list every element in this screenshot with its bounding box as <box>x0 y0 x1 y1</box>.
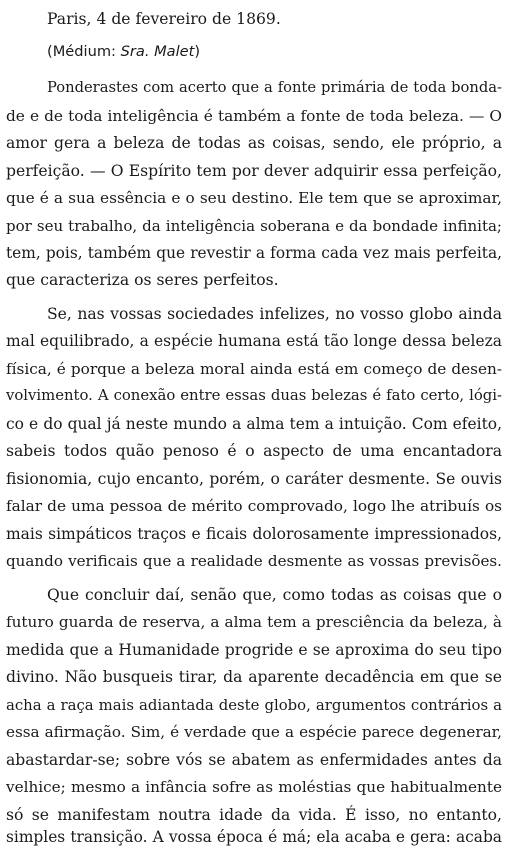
paragraph-line: futuro guarda de reserva, a alma tem a presciência da beleza, à <box>6 613 502 631</box>
paragraph-line: por seu trabalho, da inteligência soberana e da bondade infinita; <box>6 217 502 235</box>
paragraph-line: perfeição. — O Espírito tem por dever adquirir essa perfeição, <box>6 162 502 180</box>
medium-name: Sra. Malet <box>120 43 195 60</box>
medium-suffix: ) <box>194 43 201 60</box>
paragraph-line: Ponderastes com acerto que a fonte primária de toda bonda- <box>47 79 502 96</box>
medium-attribution <box>47 37 200 67</box>
paragraph-line: abastardar-se; sobre vós se abatem as enfermidades antes da <box>6 751 502 769</box>
paragraph-line: amor gera a beleza de todas as coisas, sendo, ele próprio, a <box>6 134 502 152</box>
paragraph-line: simples transição. A vossa época é má; ela acaba e gera: acaba <box>6 828 502 846</box>
paragraph-line: que é a sua essência e o seu destino. Ele tem que se aproximar, <box>6 189 502 207</box>
paragraph-line: de e de toda inteligência é também a fonte de toda beleza. — O <box>6 107 502 125</box>
paragraph-line: essa afirmação. Sim, é verdade que a espécie parece degenerar, <box>6 723 502 741</box>
paragraph-line: volvimento. A conexão entre essas duas belezas é fato certo, lógi- <box>6 387 502 404</box>
medium-prefix: (Médium: <box>47 43 121 60</box>
paragraph-line: Se, nas vossas sociedades infelizes, no vosso globo ainda <box>47 305 502 323</box>
paragraph-line: física, é porque a beleza moral ainda está em começo de desen- <box>6 360 502 378</box>
paragraph-line: falar de uma pessoa de mérito comprovado, logo lhe atribuís os <box>6 497 502 515</box>
paragraph-line: fisionomia, cujo encanto, porém, o caráter desmente. Se ouvis <box>6 470 502 488</box>
paragraph-line: medida que a Humanidade progride e se aproxima do seu tipo <box>6 641 502 659</box>
paragraph-line: divino. Não busqueis tirar, da aparente decadência em que se <box>6 668 502 686</box>
paragraph-line: tem, pois, também que revestir a forma cada vez mais perfeita, <box>6 244 502 262</box>
paragraph-line: co e do qual já neste mundo a alma tem a intuição. Com efeito, <box>6 415 502 433</box>
paragraph-line: mais simpáticos traços e ficais dolorosamente impressionados, <box>6 525 502 543</box>
paragraph-line: quando verificais que a realidade desmente as vossas previsões. <box>6 552 502 570</box>
paragraph-line: velhice; mesmo a infância sofre as moléstias que habitualmente <box>6 778 502 796</box>
paragraph-line: Que concluir daí, senão que, como todas as coisas que o <box>47 586 502 604</box>
paragraph-line: que caracteriza os seres perfeitos. <box>6 271 279 289</box>
paragraph-line: só se manifestam noutra idade da vida. É isso, no entanto, <box>6 806 502 824</box>
paragraph-line: acha a raça mais adiantada deste globo, argumentos contrários a <box>6 696 502 714</box>
paragraph-line: mal equilibrado, a espécie humana está tão longe dessa beleza <box>6 332 502 350</box>
paragraph-line: sabeis todos quão penoso é o aspecto de uma encantadora <box>6 442 502 460</box>
place-date-line: Paris, 4 de fevereiro de 1869. <box>47 10 281 28</box>
